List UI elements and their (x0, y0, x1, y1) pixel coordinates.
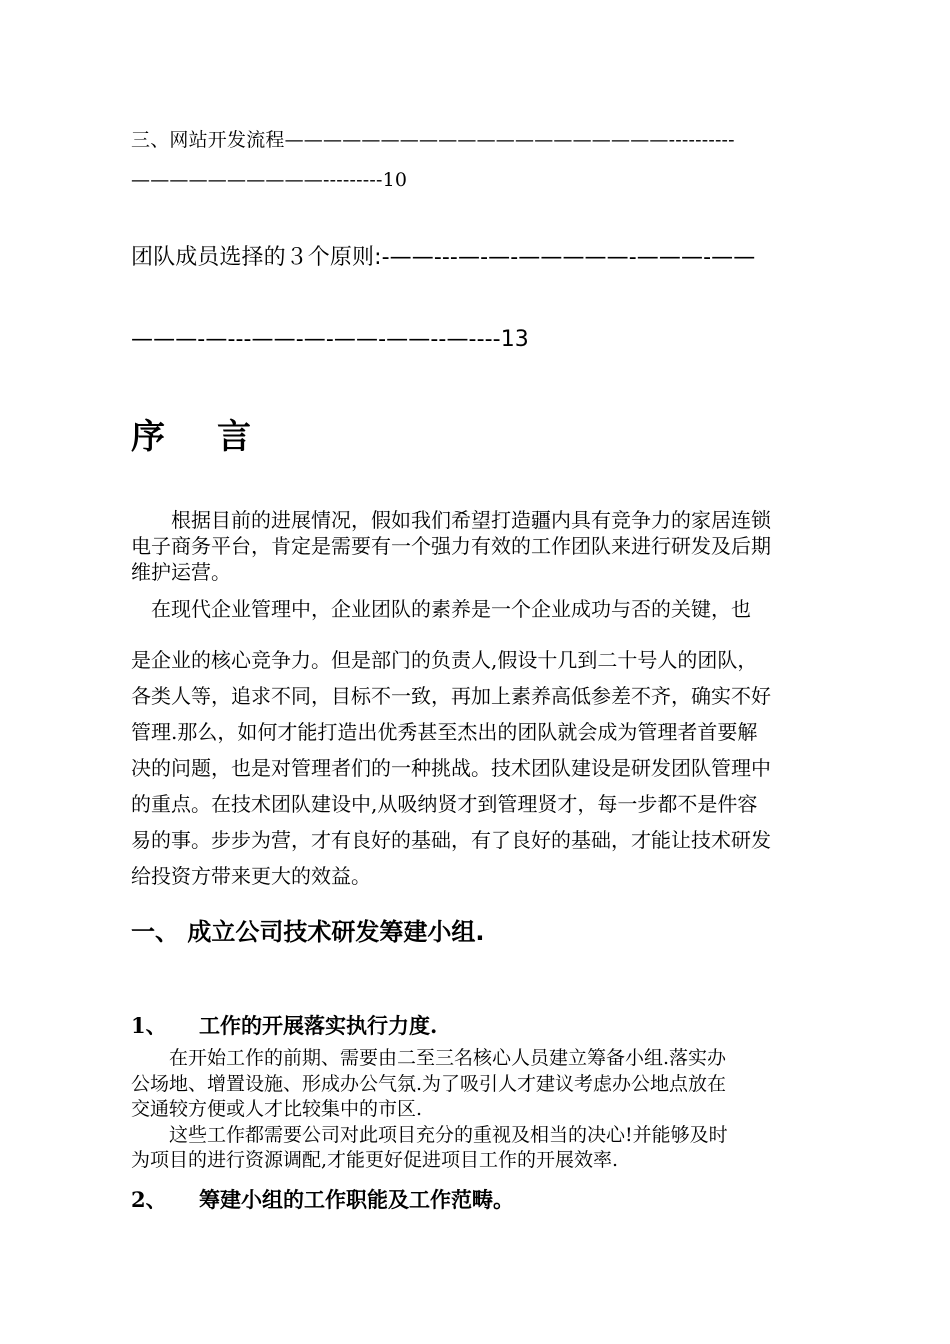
toc-entry-website-process: 三、网站开发流程————————————————————---------- (131, 129, 735, 151)
toc-entry-team-principles-cont: ———-—---——-—-——-——--—----13 (131, 327, 529, 352)
section-1-heading: 一、 成立公司技术研发筹建小组. (131, 918, 485, 946)
toc-entry-team-principles: 团队成员选择的３个原则:-——---—-—-—————-———-—— (131, 245, 756, 270)
paragraph-line: 是企业的核心竞争力。但是部门的负责人,假设十几到二十号人的团队， (131, 648, 758, 672)
paragraph-line: 为项目的进行资源调配,才能更好促进项目工作的开展效率. (131, 1149, 619, 1171)
preface-heading-right: 言 (217, 417, 251, 457)
preface-paragraph-1 (131, 507, 771, 585)
preface-heading (131, 409, 251, 458)
subsection-number: 2、 (131, 1187, 167, 1212)
subsection-title: 工作的开展落实执行力度. (199, 1013, 438, 1038)
subsection-title: 筹建小组的工作职能及工作范畴。 (199, 1187, 514, 1212)
paragraph-line: 公场地、增置设施、形成办公气氛.为了吸引人才建议考虑办公地点放在 (131, 1072, 727, 1095)
paragraph-line: 管理.那么，如何才能打造出优秀甚至杰出的团队就会成为管理者首要解 (131, 720, 758, 744)
paragraph-line: 电子商务平台，肯定是需要有一个强力有效的工作团队来进行研发及后期 (131, 534, 771, 558)
paragraph-line: 在开始工作的前期、需要由二至三名核心人员建立筹备小组.落实办 (131, 1047, 727, 1069)
subsection-number: 1、 (131, 1013, 167, 1038)
paragraph-line: 各类人等，追求不同，目标不一致，再加上素养高低参差不齐，确实不好 (131, 684, 771, 708)
paragraph-line: 的重点。在技术团队建设中,从吸纳贤才到管理贤才，每一步都不是件容 (131, 792, 758, 816)
paragraph-line: 维护运营。 (131, 560, 231, 584)
preface-paragraph-2 (131, 642, 771, 894)
paragraph-line: 根据目前的进展情况，假如我们希望打造疆内具有竞争力的家居连锁 (131, 508, 771, 532)
subsection-1-body (131, 1046, 728, 1174)
toc-entry-website-process-cont: ——————————---------10 (131, 169, 408, 191)
paragraph-line: 这些工作都需要公司对此项目充分的重视及相当的决心!并能够及时 (131, 1123, 728, 1146)
paragraph-line: 交通较方便或人才比较集中的市区. (131, 1098, 423, 1120)
paragraph-line: 决的问题，也是对管理者们的一种挑战。技术团队建设是研发团队管理中 (131, 756, 771, 780)
paragraph-line: 给投资方带来更大的效益。 (131, 864, 371, 888)
preface-paragraph-2-first-line: 在现代企业管理中，企业团队的素养是一个企业成功与否的关键，也 (131, 597, 751, 621)
preface-heading-left: 序 (131, 417, 165, 457)
paragraph-line: 易的事。步步为营，才有良好的基础，有了良好的基础，才能让技术研发 (131, 828, 771, 852)
subsection-2-heading (131, 1184, 514, 1214)
subsection-1-heading (131, 1010, 437, 1040)
